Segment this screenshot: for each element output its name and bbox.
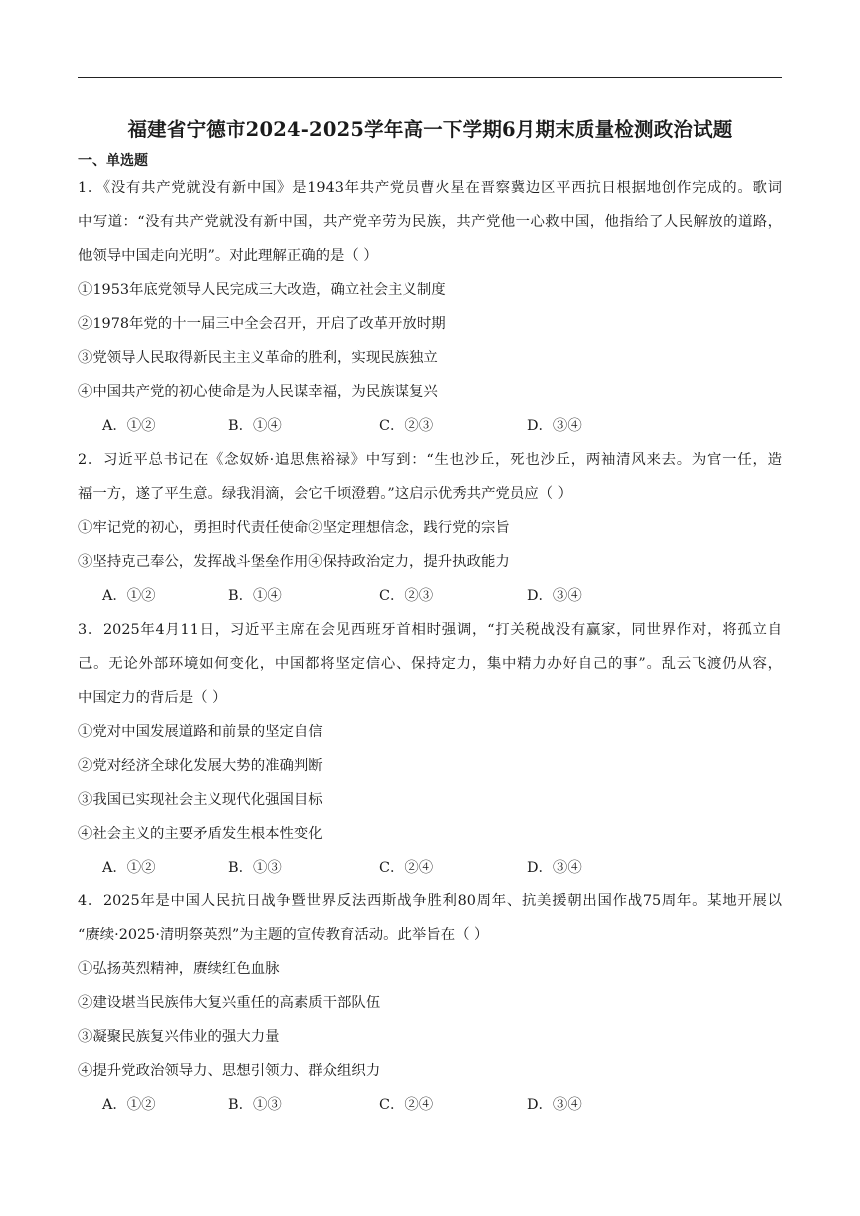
question-1-line-1: 1．《没有共产党就没有新中国》是1943年共产党员曹火星在晋察冀边区平西抗日根据地创作完成的。歌词 (78, 180, 782, 196)
question-2-option-c[interactable]: C．②③ (379, 588, 434, 604)
question-2-line-1: 2．习近平总书记在《念奴娇·追思焦裕禄》中写到：“生也沙丘，死也沙丘，两袖清风来去。为官一任，造 (78, 452, 782, 468)
question-4-option-d[interactable]: D．③④ (527, 1097, 582, 1113)
question-2-item-2: ③坚持克己奉公，发挥战斗堡垒作用④保持政治定力，提升执政能力 (78, 554, 510, 570)
question-3-item-1: ①党对中国发展道路和前景的坚定自信 (78, 724, 323, 740)
question-3-option-a[interactable]: A．①② (102, 860, 156, 876)
question-1-item-1: ①1953年底党领导人民完成三大改造，确立社会主义制度 (78, 282, 446, 298)
question-1-item-3: ③党领导人民取得新民主主义革命的胜利，实现民族独立 (78, 350, 438, 366)
question-2-item-1: ①牢记党的初心，勇担时代责任使命②坚定理想信念，践行党的宗旨 (78, 520, 510, 536)
question-3-line-2: 己。无论外部环境如何变化，中国都将坚定信心、保持定力，集中精力办好自己的事”。乱云飞渡仍从容， (78, 656, 782, 672)
question-3-item-3: ③我国已实现社会主义现代化强国目标 (78, 792, 323, 808)
question-1-item-4: ④中国共产党的初心使命是为人民谋幸福，为民族谋复兴 (78, 384, 438, 400)
question-3-item-4: ④社会主义的主要矛盾发生根本性变化 (78, 826, 323, 842)
question-1-option-c[interactable]: C．②③ (379, 418, 434, 434)
question-4-line-1: 4．2025年是中国人民抗日战争暨世界反法西斯战争胜利80周年、抗美援朝出国作战75周年。某地开展以 (78, 893, 782, 909)
document-title: 福建省宁德市2024-2025学年高一下学期6月期末质量检测政治试题 (127, 118, 733, 141)
question-2-line-2: 福一方，遂了平生意。绿我涓滴，会它千顷澄碧。”这启示优秀共产党员应（ ） (78, 486, 573, 502)
section-heading: 一、单选题 (78, 153, 148, 169)
question-4-line-2: “赓续·2025·清明祭英烈”为主题的宣传教育活动。此举旨在（ ） (78, 927, 489, 943)
question-1-line-3: 他领导中国走向光明”。对此理解正确的是（ ） (78, 248, 378, 264)
question-4-item-4: ④提升党政治领导力、思想引领力、群众组织力 (78, 1063, 381, 1079)
question-4-item-1: ①弘扬英烈精神，赓续红色血脉 (78, 961, 280, 977)
question-3-option-c[interactable]: C．②④ (379, 860, 434, 876)
question-3-line-3: 中国定力的背后是（ ） (78, 690, 227, 706)
question-1-item-2: ②1978年党的十一届三中全会召开，开启了改革开放时期 (78, 316, 446, 332)
question-4-option-b[interactable]: B．①③ (228, 1097, 282, 1113)
header-rule (78, 77, 782, 78)
question-1-option-b[interactable]: B．①④ (228, 418, 282, 434)
question-2-option-d[interactable]: D．③④ (527, 588, 582, 604)
question-2-option-a[interactable]: A．①② (102, 588, 156, 604)
question-3-option-b[interactable]: B．①③ (228, 860, 282, 876)
question-4-option-c[interactable]: C．②④ (379, 1097, 434, 1113)
question-1-line-2: 中写道：“没有共产党就没有新中国，共产党辛劳为民族，共产党他一心救中国，他指给了人民解放的道路， (78, 214, 782, 230)
question-3-line-1: 3．2025年4月11日，习近平主席在会见西班牙首相时强调，“打关税战没有赢家，同世界作对，将孤立自 (78, 622, 782, 638)
question-1-option-d[interactable]: D．③④ (527, 418, 582, 434)
question-3-item-2: ②党对经济全球化发展大势的准确判断 (78, 758, 323, 774)
question-2-option-b[interactable]: B．①④ (228, 588, 282, 604)
question-1-option-a[interactable]: A．①② (102, 418, 156, 434)
question-4-item-3: ③凝聚民族复兴伟业的强大力量 (78, 1029, 280, 1045)
question-4-item-2: ②建设堪当民族伟大复兴重任的高素质干部队伍 (78, 995, 381, 1011)
question-4-option-a[interactable]: A．①② (102, 1097, 156, 1113)
question-3-option-d[interactable]: D．③④ (527, 860, 582, 876)
